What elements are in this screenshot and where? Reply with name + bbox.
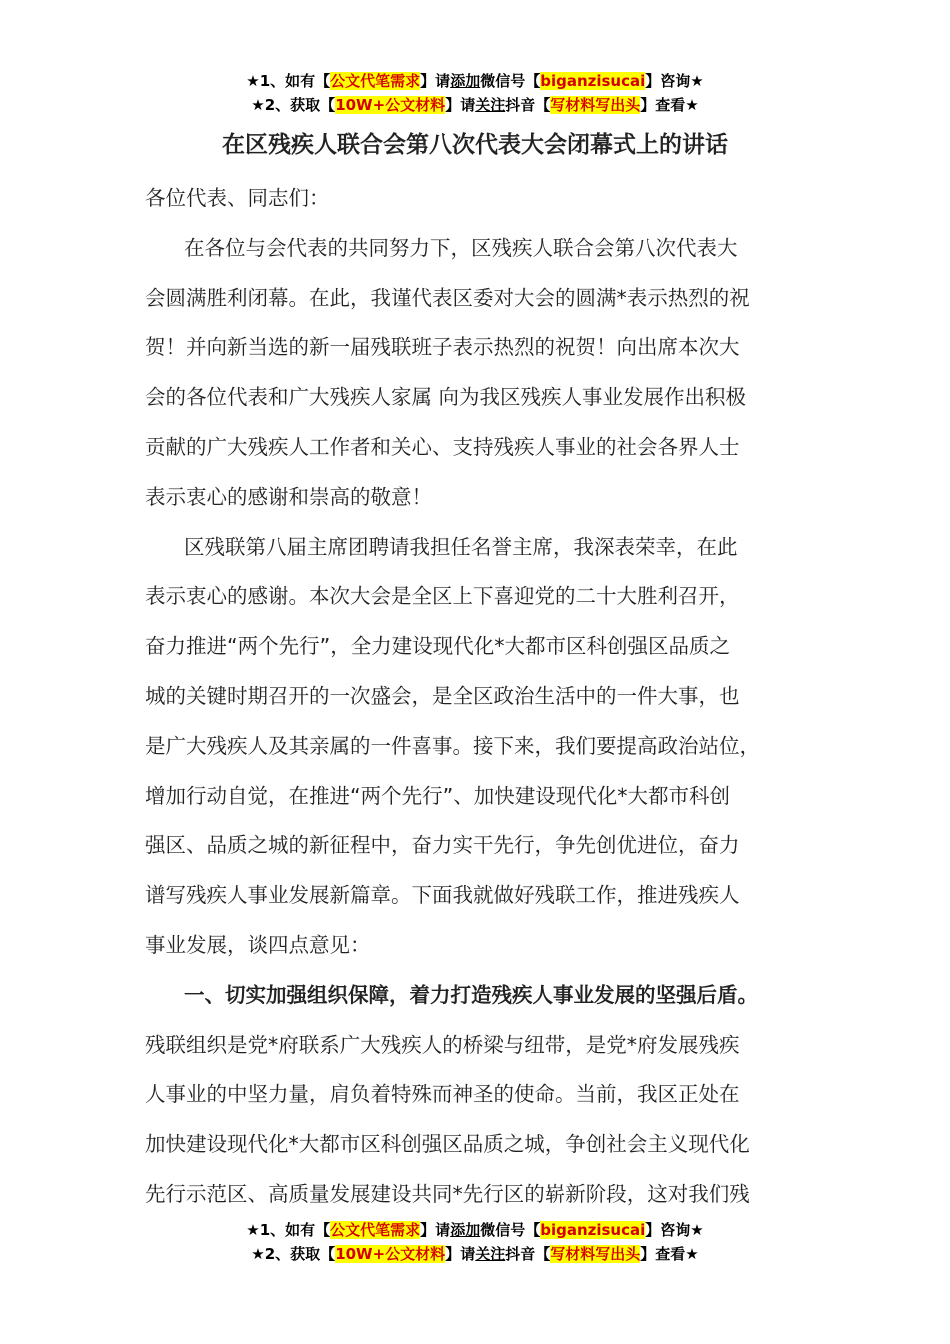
paragraph-line: 增加行动自觉，在推进“两个先行”、加快建设现代化*大都市科创 [145,783,730,808]
paragraph-line: 表示衷心的感谢和崇高的敬意！ [145,484,432,509]
paragraph-line: 表示衷心的感谢。本次大会是全区上下喜迎党的二十大胜利召开， [145,584,740,609]
banner-text: 】请 [445,96,476,114]
banner-text: 】查看★ [640,1245,699,1263]
banner-text: 微信号【 [480,72,541,90]
paragraph-line: 人事业的中坚力量，肩负着特殊而神圣的使命。当前，我区正处在 [145,1082,740,1107]
paragraph-line: 贺！并向新当选的新一届残联班子表示热烈的祝贺！向出席本次大 [145,335,740,360]
section-heading: 一、切实加强组织保障，着力打造残疾人事业发展的坚强后盾。 [184,982,758,1007]
banner-text: 微信号【 [480,1221,541,1239]
paragraph-line: 会圆满胜利闭幕。在此，我谨代表区委对大会的圆满*表示热烈的祝 [145,285,750,310]
banner-text: 抖音【 [505,1245,551,1263]
paragraph-line: 会的各位代表和广大残疾人家属 向为我区残疾人事业发展作出积极 [145,385,747,410]
banner-line-2 [0,93,950,117]
paragraph-line: 事业发展，谈四点意见： [145,932,371,957]
highlight-materials: 10W+公文材料 [335,1245,446,1263]
banner-text: 】请 [420,72,451,90]
paragraph-line: 贡献的广大残疾人工作者和关心、支持残疾人事业的社会各界人士 [145,434,740,459]
banner-text: 】请 [420,1221,451,1239]
paragraph-line: 先行示范区、高质量发展建设共同*先行区的崭新阶段，这对我们残 [145,1181,750,1206]
paragraph-line: 在各位与会代表的共同努力下，区残疾人联合会第八次代表大 [184,235,738,260]
banner-text: 】请 [445,1245,476,1263]
banner-line-1 [0,69,950,93]
header-banner [0,69,950,117]
paragraph-line: 谱写残疾人事业发展新篇章。下面我就做好残联工作，推进残疾人 [145,883,740,908]
paragraph-line: 是广大残疾人及其亲属的一件喜事。接下来，我们要提高政治站位， [145,733,760,758]
banner-text: ★2、获取【 [251,1245,336,1263]
document-title: 在区残疾人联合会第八次代表大会闭幕式上的讲话 [222,132,728,158]
paragraph-line: 加快建设现代化*大都市区科创强区品质之城，争创社会主义现代化 [145,1132,750,1157]
paragraph-line: 城的关键时期召开的一次盛会，是全区政治生活中的一件大事，也 [145,683,740,708]
footer-banner [0,1218,950,1266]
underlined-text: 添加 [450,72,481,90]
document-body [145,174,835,1220]
highlight-service: 公文代笔需求 [330,1221,421,1239]
banner-text: 】查看★ [640,96,699,114]
highlight-materials: 10W+公文材料 [335,96,446,114]
highlight-wechat-id: biganzisucai [540,1221,646,1239]
banner-text: 抖音【 [505,96,551,114]
banner-line-2 [0,1242,950,1266]
paragraph-line: 强区、品质之城的新征程中，奋力实干先行，争先创优进位，奋力 [145,833,740,858]
banner-text: ★1、如有【 [246,72,331,90]
paragraph-line: 区残联第八届主席团聘请我担任名誉主席，我深表荣幸，在此 [184,534,738,559]
highlight-service: 公文代笔需求 [330,72,421,90]
underlined-text: 添加 [450,1221,481,1239]
banner-text: ★1、如有【 [246,1221,331,1239]
highlight-account: 写材料写出头 [550,1245,641,1263]
underlined-text: 关注 [475,96,506,114]
paragraph-line: 残联组织是党*府联系广大残疾人的桥梁与纽带，是党*府发展残疾 [145,1032,740,1057]
highlight-wechat-id: biganzisucai [540,72,646,90]
paragraph-line: 奋力推进“两个先行”，全力建设现代化*大都市区科创强区品质之 [145,634,730,659]
banner-text: ★2、获取【 [251,96,336,114]
banner-text: 】咨询★ [645,72,704,90]
underlined-text: 关注 [475,1245,506,1263]
highlight-account: 写材料写出头 [550,96,641,114]
banner-line-1 [0,1218,950,1242]
banner-text: 】咨询★ [645,1221,704,1239]
salutation: 各位代表、同志们： [145,186,330,210]
